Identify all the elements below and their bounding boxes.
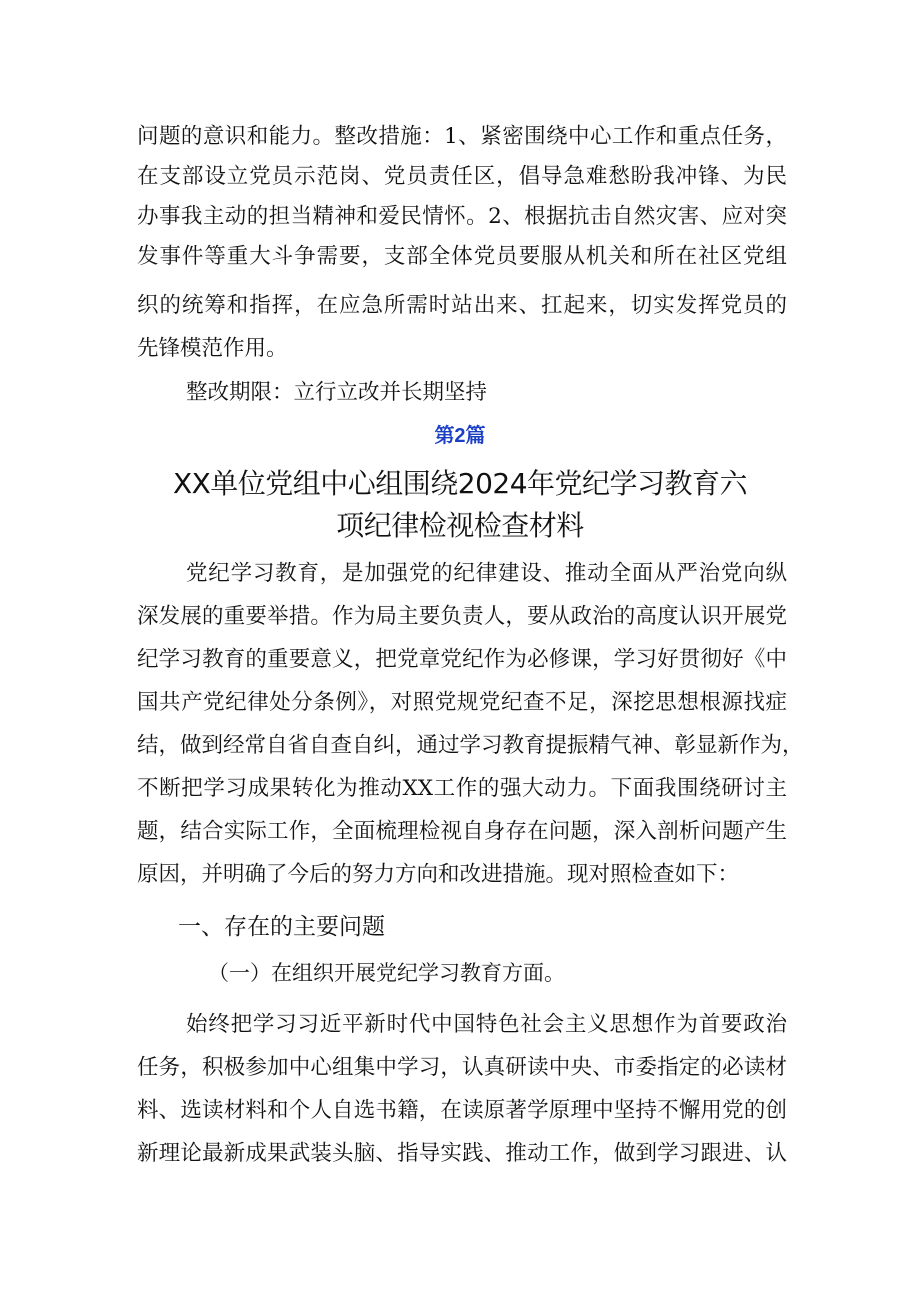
paragraph-line: 结，做到经常自省自查自纠，通过学习教育提振精气神、彰显新作为，	[137, 733, 804, 758]
paragraph-line: 织的统筹和指挥，在应急所需时站出来、扛起来，切实发挥党员的	[137, 293, 787, 318]
paragraph-line: 不断把学习成果转化为推动XX工作的强大动力。下面我围绕研讨主	[137, 776, 787, 801]
paragraph-line: 料、选读材料和个人自选书籍，在读原著学原理中坚持不懈用党的创	[137, 1098, 787, 1123]
paragraph-line: 在支部设立党员示范岗、党员责任区，倡导急难愁盼我冲锋、为民	[137, 164, 787, 189]
subsection-heading: （一）在组织开展党纪学习教育方面。	[208, 961, 565, 985]
paragraph-line: 任务，积极参加中心组集中学习，认真研读中央、市委指定的必读材	[137, 1055, 787, 1080]
paragraph-line: 始终把学习习近平新时代中国特色社会主义思想作为首要政治	[186, 1012, 787, 1037]
section-label: 第2篇	[434, 425, 486, 447]
section-heading: 一、存在的主要问题	[178, 914, 385, 940]
paragraph-line: 纪学习教育的重要意义，把党章党纪作为必修课，学习好贯彻好《中	[137, 647, 787, 672]
paragraph-line: 党纪学习教育，是加强党的纪律建设、推动全面从严治党向纵	[186, 561, 787, 586]
paragraph-line: 国共产党纪律处分条例》，对照党规党纪查不足，深挖思想根源找症	[137, 690, 787, 715]
paragraph-line: 题，结合实际工作，全面梳理检视自身存在问题，深入剖析问题产生	[137, 819, 787, 844]
paragraph-line: 办事我主动的担当精神和爱民情怀。2、根据抗击自然灾害、应对突	[137, 204, 787, 229]
paragraph-line: 发事件等重大斗争需要，支部全体党员要服从机关和所在社区党组	[137, 244, 787, 269]
paragraph-line: 原因，并明确了今后的努力方向和改进措施。现对照检查如下：	[137, 862, 740, 887]
document-title-line-1: XX单位党组中心组围绕2024年党纪学习教育六	[172, 467, 748, 500]
paragraph-line: 先锋模范作用。	[137, 336, 288, 361]
paragraph-line: 深发展的重要举措。作为局主要负责人，要从政治的高度认识开展党	[137, 604, 787, 629]
paragraph-line: 问题的意识和能力。整改措施：1、紧密围绕中心工作和重点任务，	[137, 124, 787, 149]
deadline-line: 整改期限：立行立改并长期坚持	[186, 380, 488, 405]
paragraph-line: 新理论最新成果武装头脑、指导实践、推动工作，做到学习跟进、认	[137, 1141, 787, 1166]
document-title-line-2: 项纪律检视检查材料	[336, 509, 584, 542]
